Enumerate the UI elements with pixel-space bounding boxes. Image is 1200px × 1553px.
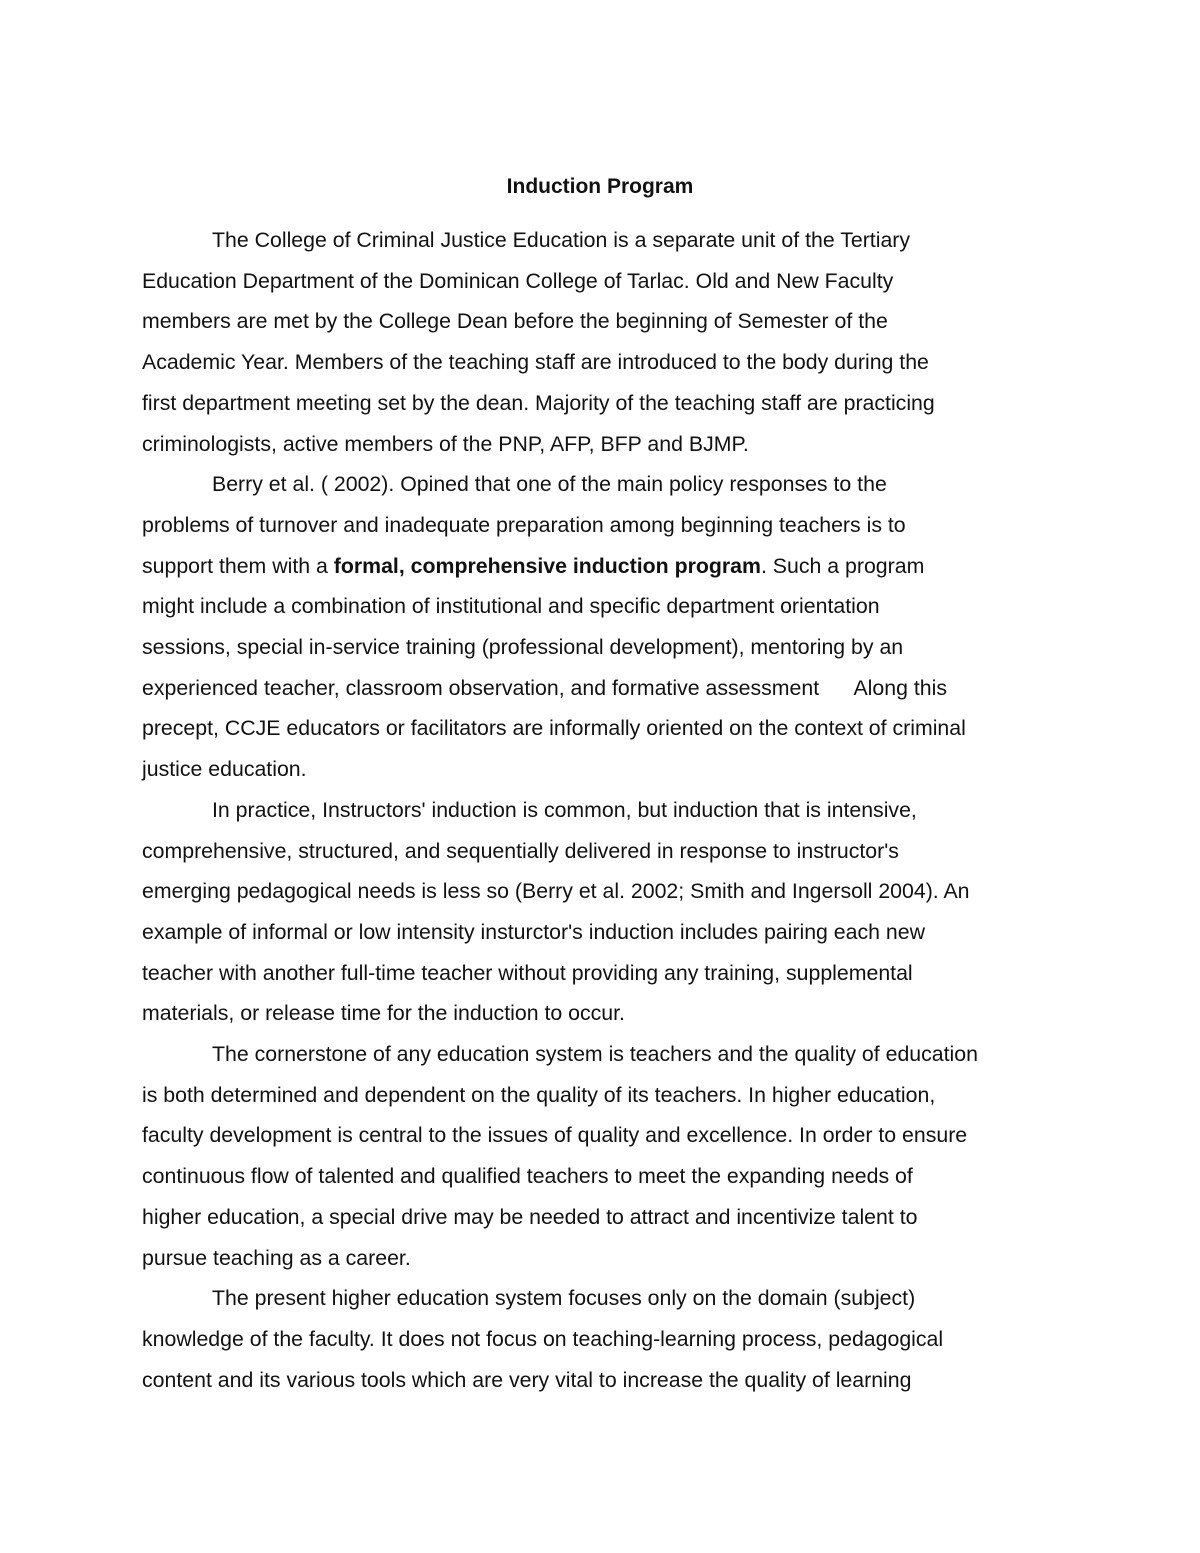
text-line: knowledge of the faculty. It does not focus on teaching-learning process, pedagogical — [142, 1326, 944, 1351]
text-line: In practice, Instructors' induction is common, but induction that is intensive, — [212, 797, 917, 822]
text-line: problems of turnover and inadequate preparation among beginning teachers is to — [142, 512, 906, 537]
text-line: continuous flow of talented and qualified teachers to meet the expanding needs of — [142, 1164, 913, 1189]
text-line: faculty development is central to the issues of quality and excellence. In order to ensure — [142, 1123, 968, 1148]
bold-phrase: formal, comprehensive induction program — [333, 553, 761, 578]
text-line: Berry et al. ( 2002). Opined that one of the main policy responses to the — [212, 472, 887, 497]
text-line: teacher with another full-time teacher without providing any training, supplemental — [142, 960, 913, 985]
document-body — [142, 220, 1062, 1400]
text-line: criminologists, active members of the PNP, AFP, BFP and BJMP. — [142, 431, 749, 456]
text-line: justice education. — [142, 757, 307, 782]
paragraph-1 — [142, 220, 1062, 464]
paragraph-3 — [142, 790, 1062, 1034]
text-line: sessions, special in-service training (professional development), mentoring by an — [142, 635, 904, 660]
text-line: higher education, a special drive may be needed to attract and incentivize talent to — [142, 1204, 918, 1229]
text-line: members are met by the College Dean before the beginning of Semester of the — [142, 309, 888, 334]
paragraph-5 — [142, 1278, 1062, 1400]
text-line: emerging pedagogical needs is less so (Berry et al. 2002; Smith and Ingersoll 2004). An — [142, 879, 970, 904]
text-line: is both determined and dependent on the quality of its teachers. In higher education, — [142, 1082, 936, 1107]
paragraph-2 — [142, 464, 1062, 790]
text-line: example of informal or low intensity insturctor's induction includes pairing each new — [142, 919, 925, 944]
document-title: Induction Program — [506, 175, 694, 198]
text-line: experienced teacher, classroom observation, and formative assessment Along this — [142, 675, 947, 700]
text-line: materials, or release time for the induction to occur. — [142, 1001, 625, 1026]
text-line: precept, CCJE educators or facilitators are informally oriented on the context of criminal — [142, 716, 966, 741]
text-line: The cornerstone of any education system is teachers and the quality of education — [212, 1042, 978, 1067]
paragraph-4 — [142, 1034, 1062, 1278]
text-line: might include a combination of institutional and specific department orientation — [142, 594, 880, 619]
text-line: The College of Criminal Justice Education is a separate unit of the Tertiary — [212, 228, 911, 252]
text-line: comprehensive, structured, and sequentially delivered in response to instructor's — [142, 838, 899, 863]
text-line: Education Department of the Dominican College of Tarlac. Old and New Faculty — [142, 268, 894, 293]
text-line: The present higher education system focuses only on the domain (subject) — [212, 1286, 916, 1311]
text-line: content and its various tools which are very vital to increase the quality of learning — [142, 1367, 912, 1392]
text-segment: . Such a program — [760, 553, 925, 578]
text-line: pursue teaching as a career. — [142, 1245, 411, 1270]
text-segment: support them with a — [142, 553, 334, 578]
text-line-with-bold — [142, 546, 1062, 587]
text-line: first department meeting set by the dean. Majority of the teaching staff are practicing — [142, 390, 935, 415]
text-line: Academic Year. Members of the teaching staff are introduced to the body during the — [142, 350, 929, 375]
